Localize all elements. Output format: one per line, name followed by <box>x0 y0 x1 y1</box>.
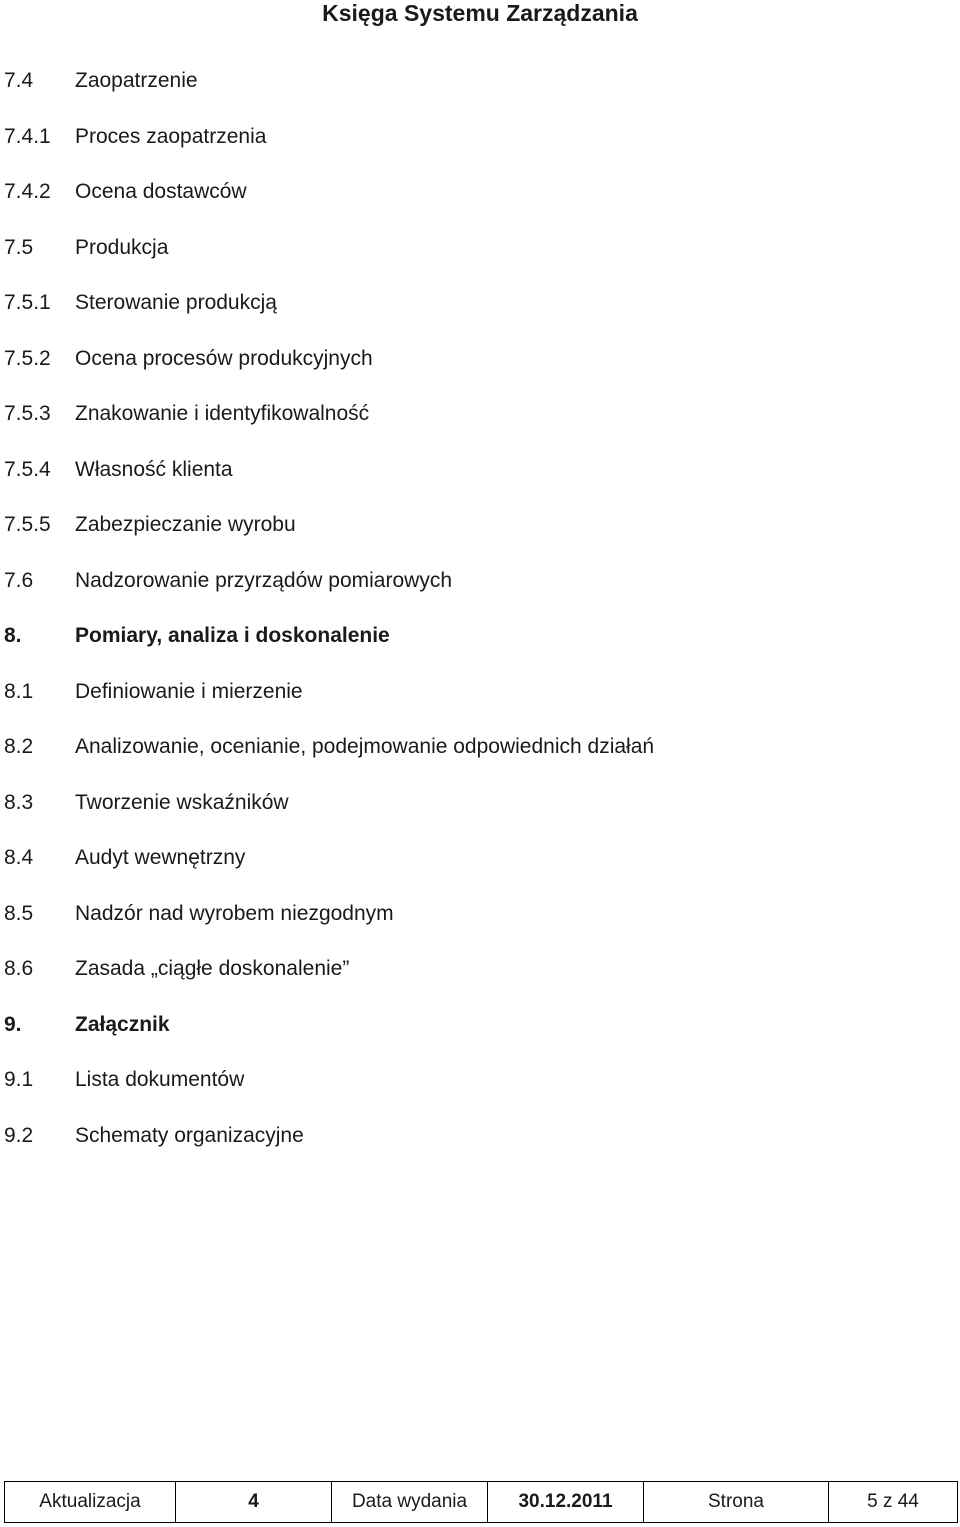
toc-entry <box>0 728 960 784</box>
toc-entry-title: Analizowanie, ocenianie, podejmowanie odpowiednich działań <box>75 735 655 758</box>
document-footer-table <box>4 1481 958 1523</box>
toc-entry-number: 8.3 <box>4 790 34 814</box>
toc-entry <box>0 562 960 618</box>
toc-entry <box>0 673 960 729</box>
update-value: 4 <box>176 1482 332 1523</box>
toc-entry-title: Własność klienta <box>75 457 233 481</box>
toc-entry <box>0 173 960 229</box>
toc-entry-number: 7.5.2 <box>4 346 51 370</box>
toc-entry <box>0 395 960 451</box>
toc-entry-title: Zabezpieczanie wyrobu <box>75 513 296 536</box>
toc-entry-number: 7.4.1 <box>4 124 51 148</box>
toc-entry-number: 7.4.2 <box>4 180 51 203</box>
date-label: Data wydania <box>332 1482 488 1523</box>
toc-entry-number: 7.6 <box>4 568 34 592</box>
toc-entry-title: Pomiary, analiza i doskonalenie <box>75 624 390 647</box>
table-of-contents <box>0 62 960 1172</box>
toc-entry-number: 7.5 <box>4 235 34 259</box>
page-value: 5 z 44 <box>829 1482 958 1523</box>
toc-entry-number: 7.5.5 <box>4 513 51 536</box>
document-header-title: Księga Systemu Zarządzania <box>322 0 638 26</box>
toc-entry-number: 9.2 <box>4 1123 34 1147</box>
toc-entry <box>0 340 960 396</box>
toc-entry-number: 8. <box>4 624 22 647</box>
toc-entry-title: Nadzór nad wyrobem niezgodnym <box>75 901 394 925</box>
toc-entry-number: 7.4 <box>4 69 34 92</box>
toc-entry-number: 8.5 <box>4 901 34 925</box>
toc-entry <box>0 451 960 507</box>
toc-entry-number: 7.5.4 <box>4 457 51 481</box>
toc-entry-title: Zaopatrzenie <box>75 69 198 92</box>
toc-entry <box>0 895 960 951</box>
toc-entry-number: 7.5.3 <box>4 402 51 425</box>
toc-entry-title: Schematy organizacyjne <box>75 1123 304 1147</box>
toc-entry-number: 8.1 <box>4 679 34 703</box>
toc-entry <box>0 506 960 562</box>
toc-entry-number: 7.5.1 <box>4 291 51 314</box>
toc-entry-number: 9. <box>4 1012 22 1036</box>
toc-entry <box>0 284 960 340</box>
toc-entry-title: Zasada „ciągłe doskonalenie” <box>75 957 350 980</box>
date-value: 30.12.2011 <box>488 1482 644 1523</box>
toc-entry <box>0 950 960 1006</box>
toc-entry-title: Definiowanie i mierzenie <box>75 679 303 703</box>
toc-entry <box>0 1006 960 1062</box>
toc-entry-number: 8.2 <box>4 735 34 758</box>
update-label: Aktualizacja <box>5 1482 176 1523</box>
toc-entry-title: Ocena procesów produkcyjnych <box>75 346 373 370</box>
toc-entry <box>0 1117 960 1173</box>
toc-entry-number: 9.1 <box>4 1068 34 1091</box>
toc-entry-number: 8.6 <box>4 957 34 980</box>
toc-entry-title: Audyt wewnętrzny <box>75 846 246 869</box>
toc-entry-title: Tworzenie wskaźników <box>75 790 289 814</box>
toc-entry <box>0 839 960 895</box>
toc-entry-title: Proces zaopatrzenia <box>75 124 267 148</box>
toc-entry-title: Lista dokumentów <box>75 1068 245 1091</box>
toc-entry <box>0 1061 960 1117</box>
toc-entry <box>0 118 960 174</box>
toc-entry-title: Znakowanie i identyfikowalność <box>75 402 370 425</box>
toc-entry-title: Załącznik <box>75 1012 170 1036</box>
toc-entry <box>0 784 960 840</box>
toc-entry-title: Produkcja <box>75 235 169 259</box>
toc-entry <box>0 617 960 673</box>
toc-entry-title: Sterowanie produkcją <box>75 291 277 314</box>
toc-entry <box>0 62 960 118</box>
toc-entry <box>0 229 960 285</box>
page-label: Strona <box>644 1482 829 1523</box>
toc-entry-title: Ocena dostawców <box>75 180 247 203</box>
footer-row <box>5 1482 958 1523</box>
toc-entry-title: Nadzorowanie przyrządów pomiarowych <box>75 568 452 592</box>
toc-entry-number: 8.4 <box>4 846 34 869</box>
